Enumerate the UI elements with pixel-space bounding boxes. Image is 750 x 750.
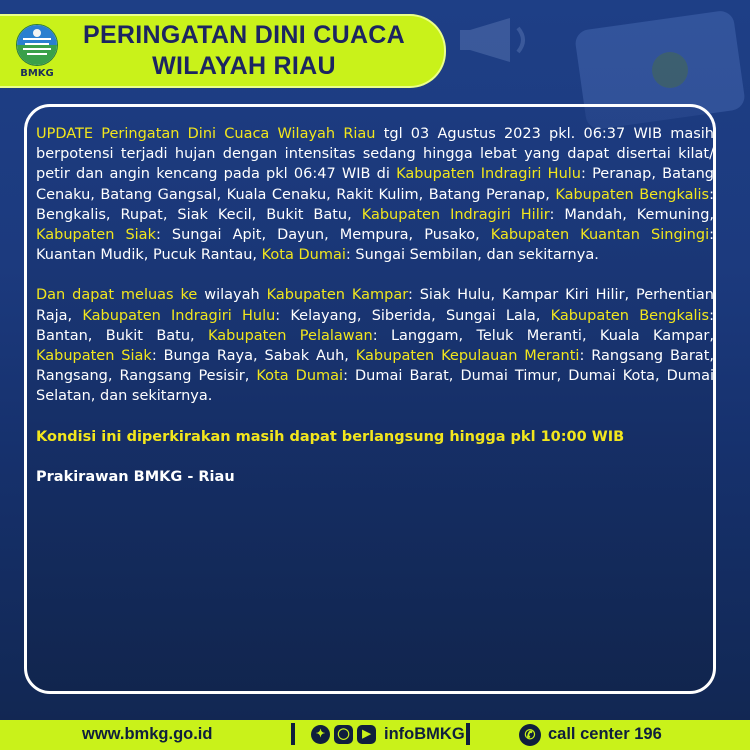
text-span: tgl 03 Agustus 2023 pkl. 06:37 WIB masih berpotensi terjadi hujan dengan intensitas sedang hingga lebat yang dapat disertai kilat/ petir dan angin kencang pada pkl 06:47 WIB di [36,126,714,183]
text-span: : Langgam, Teluk Meranti, Kuala Kampar, [372,327,714,344]
paragraph-duration: Kondisi ini diperkirakan masih dapat berlangsung hingga pkl 10:00 WIB [36,428,625,445]
youtube-icon[interactable]: ▶ [357,725,376,744]
bmkg-logo [14,24,60,80]
text-span: : Kuantan Mudik, Pucuk Rantau, [36,227,714,264]
region-label: Kabupaten Indragiri Hulu [396,166,581,183]
text-span: : Bantan, Bukit Batu, [36,307,715,344]
header-banner [0,14,446,88]
warning-text [36,124,714,507]
text-span: Dan dapat meluas ke [36,287,198,304]
footer-divider [466,723,470,745]
footer-divider [291,723,295,745]
region-label: Kabupaten Bengkalis [555,186,710,203]
region-label: Kabupaten Indragiri Hilir [361,206,550,223]
text-span: : Sungai Sembilan, dan sekitarnya. [345,247,599,264]
text-span: wilayah [197,287,267,304]
region-label: Kabupaten Siak [36,348,152,365]
text-span: : Bunga Raya, Sabak Auh, [151,348,356,365]
text-span: UPDATE Peringatan Dini Cuaca Wilayah Riau [36,126,376,142]
website-link[interactable]: www.bmkg.go.id [82,725,213,743]
forecaster-signature: Prakirawan BMKG - Riau [36,468,235,485]
text-span: : Bengkalis, Rupat, Siak Kecil, Bukit Batu, [36,186,714,223]
text-span: : Mandah, Kemuning, [549,206,715,223]
region-label: Kabupaten Bengkalis [550,307,710,324]
region-label: Kota Dumai [261,247,346,264]
text-span: : Peranap, Batang Cenaku, Batang Gangsal, Kuala Cenaku, Rakit Kulim, Batang Peranap, [36,166,714,203]
title-line-1: PERINGATAN DINI CUACA [82,21,406,49]
region-label: Kabupaten Siak [36,227,156,244]
region-label: Kota Dumai [256,368,344,385]
region-label: Kabupaten Kuantan Singingi [490,227,710,244]
text-span: : Rangsang Barat, Rangsang, Rangsang Pesisir, [36,348,714,385]
phone-icon: ✆ [519,724,541,746]
region-label: Kabupaten Indragiri Hulu [82,307,276,324]
twitter-icon[interactable]: ✦ [311,725,330,744]
logo-label: BMKG [20,68,54,79]
text-span: : Dumai Barat, Dumai Timur, Dumai Kota, Dumai Selatan, dan sekitarnya. [36,368,714,405]
region-label: Kabupaten Kampar [266,287,408,304]
title-line-2: WILAYAH RIAU [152,52,336,80]
footer-bar [0,720,750,750]
paragraph-expansion [36,285,714,406]
instagram-icon[interactable]: ◯ [334,725,353,744]
page-title [72,20,416,82]
social-handle[interactable]: infoBMKG [384,725,465,743]
text-span: : Kelayang, Siberida, Sungai Lala, [275,307,551,324]
call-center-text[interactable]: call center 196 [548,725,662,743]
region-label: Kabupaten Kepulauan Meranti [355,348,580,365]
text-span: : Sungai Apit, Dayun, Mempura, Pusako, [155,227,491,244]
region-label: Kabupaten Pelalawan [208,327,373,344]
text-span: : Siak Hulu, Kampar Kiri Hilir, Perhentian Raja, [36,287,714,324]
paragraph-update [36,124,714,265]
